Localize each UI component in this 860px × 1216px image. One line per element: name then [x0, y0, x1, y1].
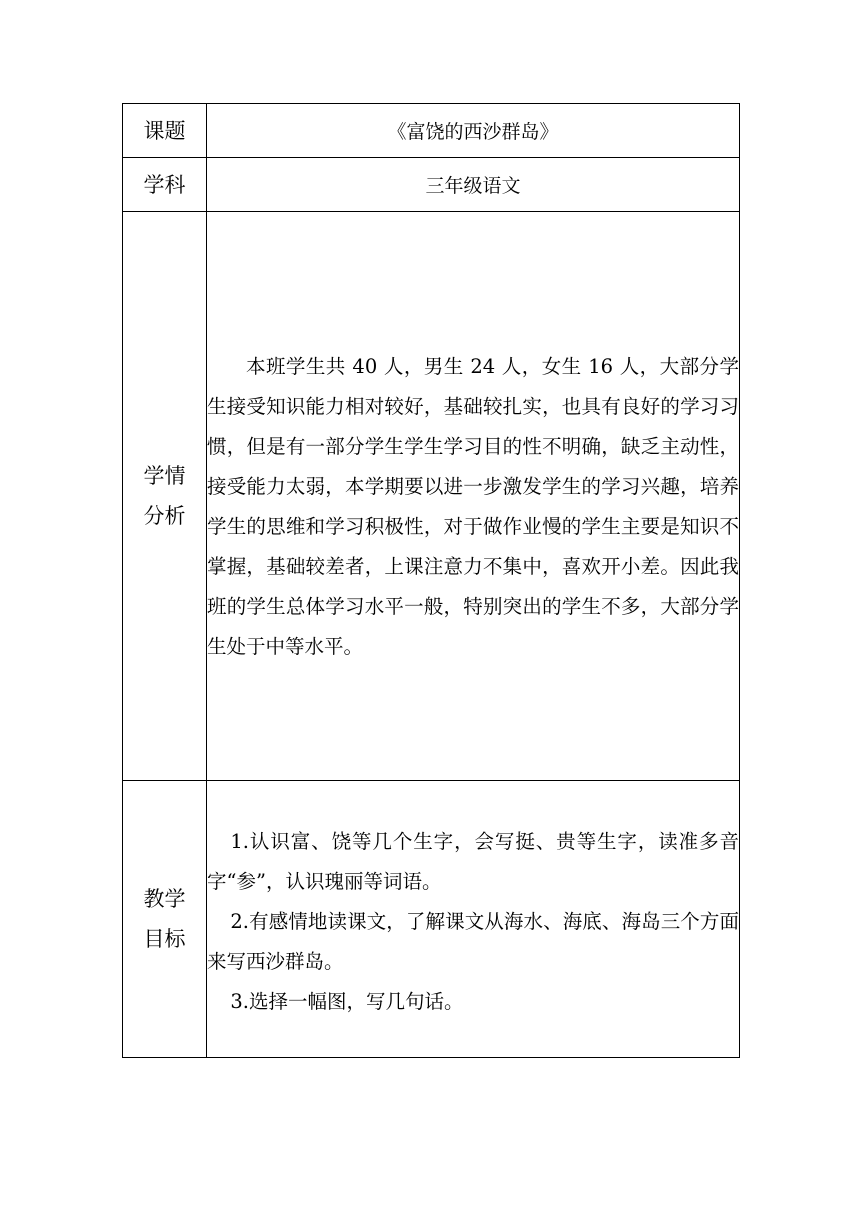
goal-item: 2.有感情地读课文，了解课文从海水、海底、海岛三个方面来写西沙群岛。 [207, 910, 739, 973]
subject-value: 三年级语文 [207, 158, 740, 212]
label-line: 学情 [143, 464, 186, 488]
lesson-plan-table [122, 103, 740, 1058]
table-row [123, 158, 740, 212]
label-teaching-goals [123, 781, 207, 1058]
label-line: 目标 [143, 927, 186, 951]
goal-item: 1.认识富、饶等几个生字，会写挺、贵等生字，读准多音字“参”，认识瑰丽等词语。 [207, 830, 739, 893]
student-analysis-text: 本班学生共 40 人，男生 24 人，女生 16 人，大部分学生接受知识能力相对较好，基础较扎实，也具有良好的学习习惯，但是有一部分学生学生学习目的性不明确，缺乏主动性，接受能力太弱，本学期要以进一步激发学生的学习兴趣，培养学生的思维和学习积极性，对于做作业慢的学生主要是知识不掌握，基础较差者，上课注意力不集中，喜欢开小差。因此我班的学生总体学习水平一般，特别突出的学生不多，大部分学生处于中等水平。 [207, 355, 739, 658]
table-row [123, 781, 740, 1058]
label-student-analysis [123, 212, 207, 781]
table-row [123, 104, 740, 158]
goal-item: 3.选择一幅图，写几句话。 [230, 990, 464, 1013]
lesson-title: 《富饶的西沙群岛》 [207, 104, 740, 158]
label-line: 分析 [143, 504, 186, 528]
label-subject: 学科 [123, 158, 207, 212]
table-row [123, 212, 740, 781]
label-line: 教学 [143, 887, 186, 911]
teaching-goals-cell [207, 781, 740, 1058]
student-analysis-cell [207, 212, 740, 781]
label-topic: 课题 [123, 104, 207, 158]
